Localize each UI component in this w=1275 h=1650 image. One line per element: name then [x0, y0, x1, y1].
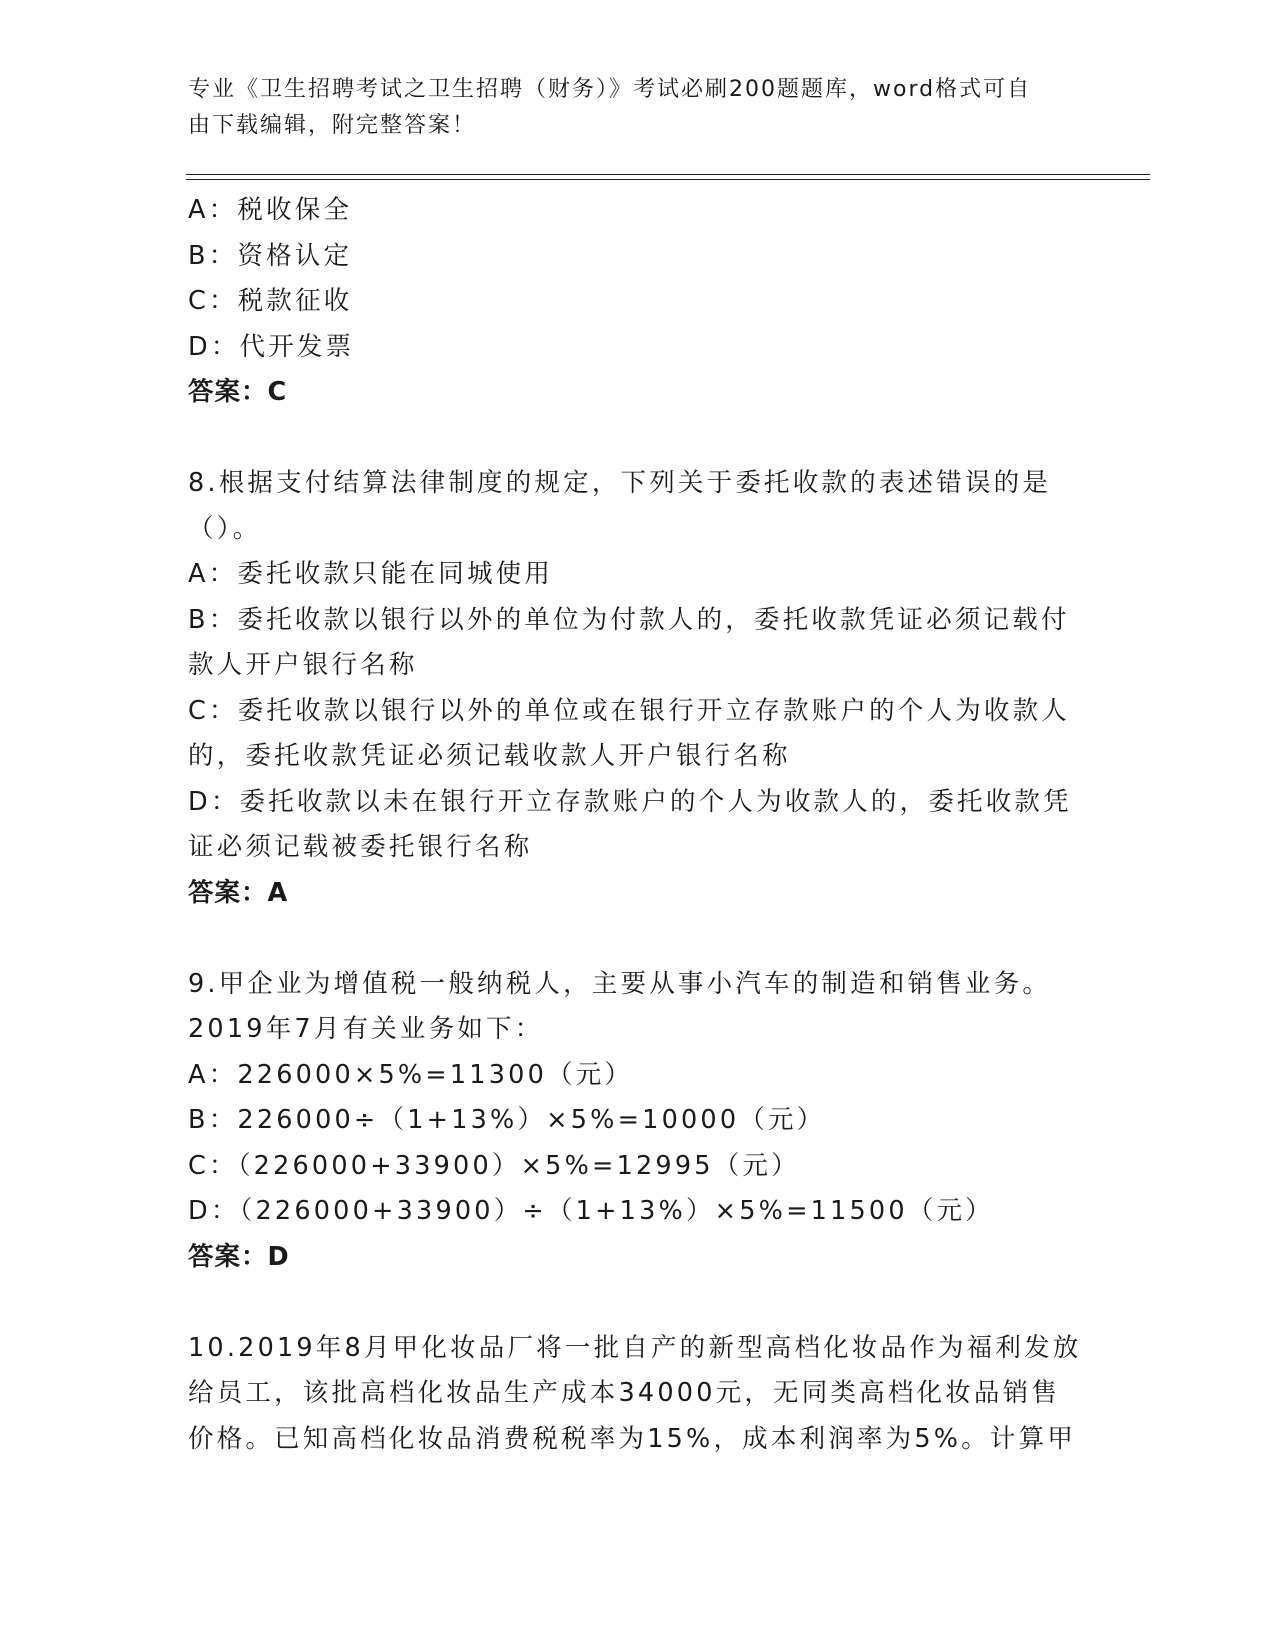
option-d: D：委托收款以未在银行开立存款账户的个人为收款人的，委托收款凭	[188, 786, 1072, 817]
option-c-continued: 的，委托收款凭证必须记载收款人开户银行名称	[188, 741, 791, 771]
answer: 答案：A	[188, 877, 289, 908]
header-line-2: 由下载编辑，附完整答案！	[188, 113, 477, 138]
question-8	[188, 461, 1088, 916]
question-stem-line: 9.甲企业为增值税一般纳税人，主要从事小汽车的制造和销售业务。	[188, 968, 1052, 999]
option-c: C：（226000+33900）×5%=12995（元）	[188, 1150, 800, 1181]
question-stem-line: 10.2019年8月甲化妆品厂将一批自产的新型高档化妆品作为福利发放	[188, 1332, 1082, 1363]
option-c: C：委托收款以银行以外的单位或在银行开立存款账户的个人为收款人	[188, 695, 1071, 726]
option-d: D：代开发票	[188, 331, 355, 362]
option-b-continued: 款人开户银行名称	[188, 650, 418, 680]
question-9	[188, 962, 1088, 1281]
spacer	[188, 916, 1088, 962]
question-stem-line: 价格。已知高档化妆品消费税税率为15%，成本利润率为5%。计算甲	[188, 1423, 1077, 1454]
option-b: B：226000÷（1+13%）×5%=10000（元）	[188, 1105, 826, 1135]
option-b: B：委托收款以银行以外的单位为付款人的，委托收款凭证必须记载付	[188, 604, 1070, 635]
question-7	[188, 188, 1088, 416]
question-10	[188, 1326, 1088, 1463]
question-stem-line: （）。	[188, 513, 262, 544]
question-stem-line: 2019年7月有关业务如下：	[188, 1014, 544, 1044]
answer: 答案：C	[188, 377, 288, 407]
option-a: A：委托收款只能在同城使用	[188, 559, 554, 589]
option-a: A：税收保全	[188, 195, 353, 225]
document-header	[188, 72, 1068, 144]
option-d-continued: 证必须记载被委托银行名称	[188, 832, 533, 862]
spacer	[188, 1280, 1088, 1326]
question-stem-line: 给员工，该批高档化妆品生产成本34000元，无同类高档化妆品销售	[188, 1378, 1061, 1408]
header-line-1: 专业《卫生招聘考试之卫生招聘（财务）》考试必刷200题题库，word格式可自	[188, 77, 1032, 102]
spacer	[188, 416, 1088, 462]
document-body	[188, 188, 1088, 1462]
question-stem-line: 8.根据支付结算法律制度的规定，下列关于委托收款的表述错误的是	[188, 468, 1052, 498]
option-a: A：226000×5%=11300（元）	[188, 1059, 634, 1090]
option-d: D：（226000+33900）÷（1+13%）×5%=11500（元）	[188, 1196, 994, 1226]
option-c: C：税款征收	[188, 286, 353, 316]
header-divider-bottom	[186, 179, 1150, 180]
header-divider-top	[186, 174, 1150, 175]
answer: 答案：D	[188, 1241, 290, 1272]
option-b: B：资格认定	[188, 240, 353, 271]
